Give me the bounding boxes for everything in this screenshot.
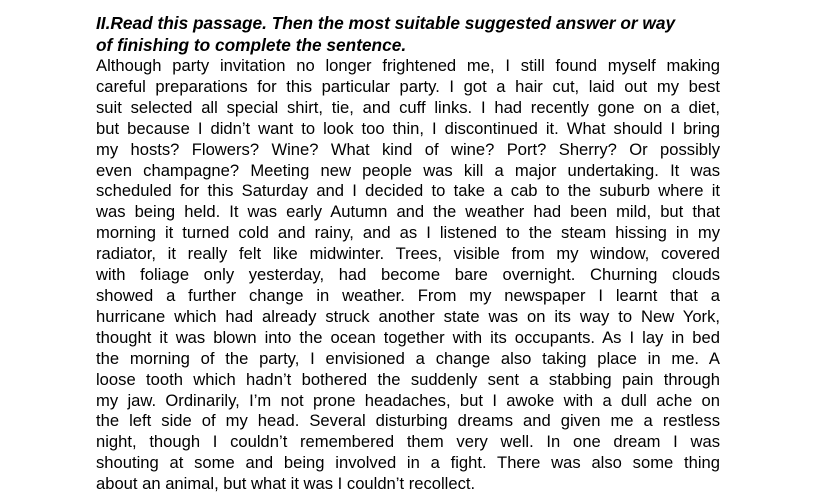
passage-line: about an animal, but what it was I couldn’t recollect.: [96, 474, 476, 494]
passage-line: Although party invitation no longer frightened me, I still found myself making: [96, 56, 720, 75]
passage-line: shouting at some and being involved in a fight. There was also some thing: [96, 453, 720, 473]
passage-line: my hosts? Flowers? Wine? What kind of wine? Port? Sherry? Or possibly: [96, 139, 720, 159]
passage-line: the left side of my head. Several disturbing dreams and given me a restless: [96, 411, 720, 431]
passage-line: suit selected all special shirt, tie, and cuff links. I had recently gone on a diet,: [96, 97, 720, 117]
passage-line: radiator, it really felt like midwinter. Trees, visible from my window, covered: [96, 244, 720, 264]
passage-line: was being held. It was early Autumn and the weather had been mild, but that: [96, 202, 720, 222]
passage-line: my jaw. Ordinarily, I’m not prone headaches, but I awoke with a dull ache on: [96, 390, 720, 410]
section-heading-line-1: II.Read this passage. Then the most suitable suggested answer or way: [96, 13, 676, 33]
passage-line: the morning of the party, I envisioned a change also taking place in me. A: [96, 348, 720, 368]
passage-line: but because I didn’t want to look too thin, I discontinued it. What should I bring: [96, 118, 720, 138]
passage-line: careful preparations for this particular party. I got a hair cut, laid out my best: [96, 76, 720, 96]
passage-line: even champagne? Meeting new people was kill a major undertaking. It was: [96, 160, 720, 180]
passage-line: loose tooth which hadn’t bothered the suddenly sent a stabbing pain through: [96, 369, 720, 389]
section-heading-line-2: of finishing to complete the sentence.: [96, 35, 407, 55]
passage-line: with foliage only yesterday, had become bare overnight. Churning clouds: [96, 265, 720, 285]
passage-line: showed a further change in weather. From my newspaper I learnt that a: [96, 285, 720, 305]
document-page: [96, 12, 720, 495]
passage-line: night, though I couldn’t remembered them very well. In one dream I was: [96, 432, 720, 452]
passage: [96, 56, 720, 495]
passage-line: morning it turned cold and rainy, and as I listened to the steam hissing in my: [96, 223, 720, 243]
passage-line: hurricane which had already struck another state was on its way to New York,: [96, 306, 720, 326]
passage-line: scheduled for this Saturday and I decided to take a cab to the suburb where it: [96, 181, 720, 201]
passage-line: thought it was blown into the ocean together with its occupants. As I lay in bed: [96, 327, 720, 347]
